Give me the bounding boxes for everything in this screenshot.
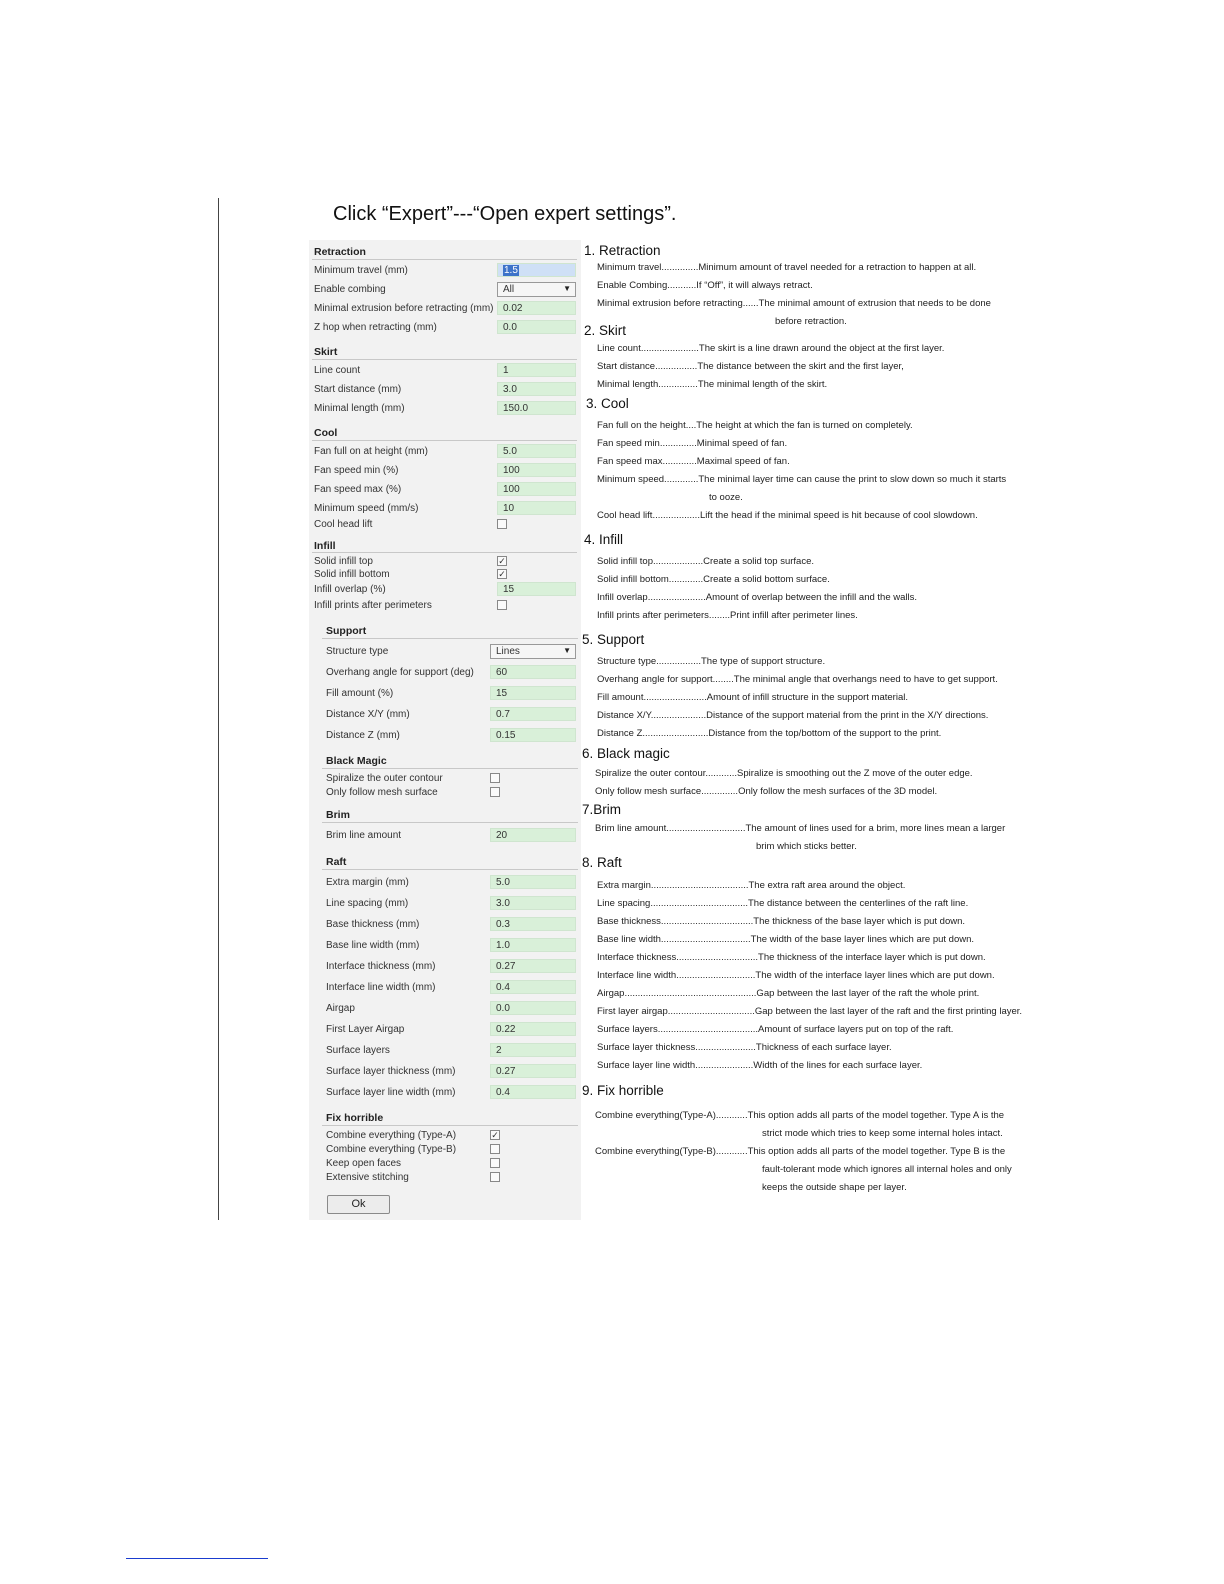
start-distance-label: Start distance (mm) (314, 384, 402, 395)
zhop-label: Z hop when retracting (mm) (314, 322, 437, 333)
fix-row-label: Combine everything (Type-B) (326, 1144, 457, 1155)
raft-row-input[interactable]: 5.0 (490, 875, 576, 889)
explain-fix-horrible-title: 9. Fix horrible (582, 1083, 664, 1098)
after-perimeters-label: Infill prints after perimeters (314, 600, 432, 611)
explain-cool-title: 3. Cool (586, 396, 629, 411)
chevron-down-icon: ▼ (563, 284, 571, 293)
explain-brim-title: 7.Brim (582, 802, 622, 817)
section-divider (322, 638, 578, 639)
min-length-label: Minimal length (mm) (314, 403, 405, 414)
min-extrusion-label: Minimal extrusion before retracting (mm) (314, 303, 494, 314)
explain-line: Only follow mesh surface..............Only follow the mesh surfaces of the 3D model. (595, 786, 938, 797)
after-perimeters-checkbox[interactable] (497, 600, 507, 610)
explain-line: Start distance................The distance between the skirt and the first layer, (597, 361, 904, 372)
section-skirt: Skirt (314, 346, 338, 358)
explain-line-continuation: before retraction. (775, 316, 847, 327)
explain-line: Fan speed max.............Maximal speed of fan. (597, 456, 790, 467)
brim-amount-input[interactable]: 20 (490, 828, 576, 842)
raft-row-label: Airgap (326, 1003, 355, 1014)
explain-retraction-title: 1. Retraction (584, 243, 661, 258)
fix-row-label: Combine everything (Type-A) (326, 1130, 457, 1141)
explain-line: Minimal length...............The minimal length of the skirt. (597, 379, 828, 390)
explain-line: Minimal extrusion before retracting......The minimal amount of extrusion that needs to be done (597, 298, 991, 309)
raft-row-label: Surface layer thickness (mm) (326, 1066, 456, 1077)
min-length-input[interactable]: 150.0 (497, 401, 576, 415)
raft-row-input[interactable]: 0.27 (490, 1064, 576, 1078)
raft-row-input[interactable]: 2 (490, 1043, 576, 1057)
explain-raft-title: 8. Raft (582, 855, 622, 870)
raft-row-input[interactable]: 3.0 (490, 896, 576, 910)
raft-row-label: Line spacing (mm) (326, 898, 409, 909)
explain-line: Distance Z.........................Distance from the top/bottom of the support to the print. (597, 728, 942, 739)
explain-line: Surface layers......................................Amount of surface layers put on top of the raft. (597, 1024, 954, 1035)
combing-label: Enable combing (314, 284, 386, 295)
section-divider (312, 359, 577, 360)
overhang-input[interactable]: 60 (490, 665, 576, 679)
explain-line: Base line width..................................The width of the base layer lines which are put down. (597, 934, 975, 945)
explain-line: Interface line width..............................The width of the interface layer lines which are put down. (597, 970, 995, 981)
section-raft: Raft (326, 856, 347, 868)
section-cool: Cool (314, 427, 338, 439)
explain-line: Line count......................The skirt is a line drawn around the object at the first layer. (597, 343, 945, 354)
explain-line: Overhang angle for support........The minimal angle that overhangs need to have to get support. (597, 674, 998, 685)
raft-row-input[interactable]: 0.3 (490, 917, 576, 931)
line-count-label: Line count (314, 365, 361, 376)
min-speed-input[interactable]: 10 (497, 501, 576, 515)
structure-type-value: Lines (496, 646, 520, 657)
fill-amount-input[interactable]: 15 (490, 686, 576, 700)
head-lift-checkbox[interactable] (497, 519, 507, 529)
combing-select[interactable] (497, 282, 576, 297)
spiralize-checkbox[interactable] (490, 773, 500, 783)
line-count-input[interactable]: 1 (497, 363, 576, 377)
raft-row-label: Base line width (mm) (326, 940, 420, 951)
explain-infill-title: 4. Infill (584, 532, 624, 547)
explain-line-continuation: to ooze. (709, 492, 743, 503)
explain-line: Fan full on the height....The height at which the fan is turned on completely. (597, 420, 913, 431)
section-divider (322, 768, 578, 769)
min-speed-label: Minimum speed (mm/s) (314, 503, 419, 514)
fan-full-input[interactable]: 5.0 (497, 444, 576, 458)
section-divider (322, 1125, 578, 1126)
raft-row-label: Interface thickness (mm) (326, 961, 436, 972)
raft-row-label: Base thickness (mm) (326, 919, 420, 930)
brim-amount-label: Brim line amount (326, 830, 402, 841)
raft-row-label: First Layer Airgap (326, 1024, 405, 1035)
explain-line: Airgap..................................................Gap between the last layer of the raft the whole print. (597, 988, 980, 999)
explain-line: Base thickness...................................The thickness of the base layer which is put down. (597, 916, 966, 927)
explain-line: Spiralize the outer contour............Spiralize is smoothing out the Z move of the outer edge. (595, 768, 973, 779)
infill-overlap-input[interactable]: 15 (497, 582, 576, 596)
dist-z-label: Distance Z (mm) (326, 730, 400, 741)
raft-row-label: Extra margin (mm) (326, 877, 409, 888)
min-travel-input[interactable] (497, 263, 576, 277)
structure-type-label: Structure type (326, 646, 389, 657)
explain-support-title: 5. Support (582, 632, 645, 647)
raft-row-input[interactable]: 0.4 (490, 1085, 576, 1099)
raft-row-input[interactable]: 0.22 (490, 1022, 576, 1036)
explain-line: Distance X/Y.....................Distance of the support material from the print in the X/Y directions. (597, 710, 989, 721)
explain-line: Surface layer thickness.......................Thickness of each surface layer. (597, 1042, 892, 1053)
section-divider (312, 259, 577, 260)
fix-row-checkbox[interactable] (490, 1172, 500, 1182)
instruction-heading: Click “Expert”---“Open expert settings”. (333, 203, 677, 225)
section-divider (312, 440, 577, 441)
section-black-magic: Black Magic (326, 755, 387, 767)
section-infill: Infill (314, 540, 336, 552)
section-retraction: Retraction (314, 246, 366, 258)
raft-row-input[interactable]: 1.0 (490, 938, 576, 952)
explain-line-continuation: keeps the outside shape per layer. (762, 1182, 907, 1193)
dist-xy-label: Distance X/Y (mm) (326, 709, 410, 720)
explain-line: Cool head lift..................Lift the head if the minimal speed is hit because of cool slowdown. (597, 510, 978, 521)
fix-row-label: Extensive stitching (326, 1172, 409, 1183)
explain-line: Solid infill top...................Create a solid top surface. (597, 556, 815, 567)
explain-line: Interface thickness...............................The thickness of the interface layer which is put down. (597, 952, 986, 963)
page-margin-rule (218, 198, 219, 1220)
overhang-label: Overhang angle for support (deg) (326, 667, 474, 678)
section-support: Support (326, 625, 367, 637)
explain-black-magic-title: 6. Black magic (582, 746, 670, 761)
explain-line: Brim line amount..............................The amount of lines used for a brim, more lines mean a larger (595, 823, 1006, 834)
explain-line: Minimum travel..............Minimum amount of travel needed for a retraction to happen at all. (597, 262, 977, 273)
mesh-surface-checkbox[interactable] (490, 787, 500, 797)
min-extrusion-input[interactable]: 0.02 (497, 301, 576, 315)
explain-skirt-title: 2. Skirt (584, 323, 627, 338)
solid-bottom-checkbox[interactable]: ✓ (498, 569, 506, 579)
explain-line: Line spacing.....................................The distance between the centerlines of the raft line. (597, 898, 969, 909)
explain-line: Fill amount........................Amount of infill structure in the support material. (597, 692, 908, 703)
raft-row-input[interactable]: 0.4 (490, 980, 576, 994)
section-divider (322, 822, 578, 823)
explain-line: Extra margin.....................................The extra raft area around the object. (597, 880, 906, 891)
explain-line: Surface layer line width......................Width of the lines for each surface layer. (597, 1060, 923, 1071)
spiralize-label: Spiralize the outer contour (326, 773, 443, 784)
solid-bottom-label: Solid infill bottom (314, 569, 390, 580)
start-distance-input[interactable]: 3.0 (497, 382, 576, 396)
min-travel-label: Minimum travel (mm) (314, 265, 408, 276)
explain-line: First layer airgap.................................Gap between the last layer of the raft and the first printing layer. (597, 1006, 1023, 1017)
infill-overlap-label: Infill overlap (%) (314, 584, 386, 595)
fix-row-checkbox[interactable] (490, 1158, 500, 1168)
explain-line: Solid infill bottom.............Create a solid bottom surface. (597, 574, 830, 585)
fan-min-label: Fan speed min (%) (314, 465, 399, 476)
min-travel-selected-text: 1.5 (504, 265, 518, 276)
explain-line-continuation: strict mode which tries to keep some internal holes intact. (762, 1128, 1003, 1139)
explain-line-continuation: fault-tolerant mode which ignores all internal holes and only (762, 1164, 1012, 1175)
raft-row-input[interactable]: 0.0 (490, 1001, 576, 1015)
chevron-down-icon: ▼ (563, 646, 571, 655)
combing-select-value: All (503, 284, 515, 295)
fix-row-label: Keep open faces (326, 1158, 402, 1169)
explain-line: Combine everything(Type-B)............This option adds all parts of the model together. Type B is the (595, 1146, 1006, 1157)
fan-full-label: Fan full on at height (mm) (314, 446, 428, 457)
fix-row-checkbox[interactable]: ✓ (491, 1130, 499, 1140)
raft-row-input[interactable]: 0.27 (490, 959, 576, 973)
fan-min-input[interactable]: 100 (497, 463, 576, 477)
section-brim: Brim (326, 809, 350, 821)
fix-row-checkbox[interactable] (490, 1144, 500, 1154)
solid-top-checkbox[interactable]: ✓ (498, 556, 506, 566)
raft-row-label: Interface line width (mm) (326, 982, 436, 993)
fan-max-input[interactable]: 100 (497, 482, 576, 496)
explain-line: Structure type.................The type of support structure. (597, 656, 826, 667)
explain-line: Infill prints after perimeters........Print infill after perimeter lines. (597, 610, 858, 621)
solid-top-label: Solid infill top (314, 556, 373, 567)
section-fix-horrible: Fix horrible (326, 1112, 384, 1124)
ok-button[interactable]: Ok (327, 1195, 390, 1214)
raft-row-label: Surface layer line width (mm) (326, 1087, 456, 1098)
head-lift-label: Cool head lift (314, 519, 373, 530)
dist-z-input[interactable]: 0.15 (490, 728, 576, 742)
raft-row-label: Surface layers (326, 1045, 390, 1056)
section-divider (312, 552, 577, 553)
fan-max-label: Fan speed max (%) (314, 484, 402, 495)
structure-type-select[interactable] (490, 644, 576, 659)
section-divider (322, 869, 578, 870)
fill-amount-label: Fill amount (%) (326, 688, 394, 699)
footnote-rule (126, 1558, 268, 1559)
zhop-input[interactable]: 0.0 (497, 320, 576, 334)
dist-xy-input[interactable]: 0.7 (490, 707, 576, 721)
explain-line: Infill overlap......................Amount of overlap between the infill and the walls. (597, 592, 917, 603)
explain-line: Enable Combing...........If “Off”, it will always retract. (597, 280, 813, 291)
explain-line: Combine everything(Type-A)............This option adds all parts of the model together. Type A is the (595, 1110, 1005, 1121)
explain-line: Minimum speed.............The minimal layer time can cause the print to slow down so much it starts (597, 474, 1007, 485)
explain-line-continuation: brim which sticks better. (756, 841, 857, 852)
mesh-surface-label: Only follow mesh surface (326, 787, 438, 798)
explain-line: Fan speed min..............Minimal speed of fan. (597, 438, 788, 449)
